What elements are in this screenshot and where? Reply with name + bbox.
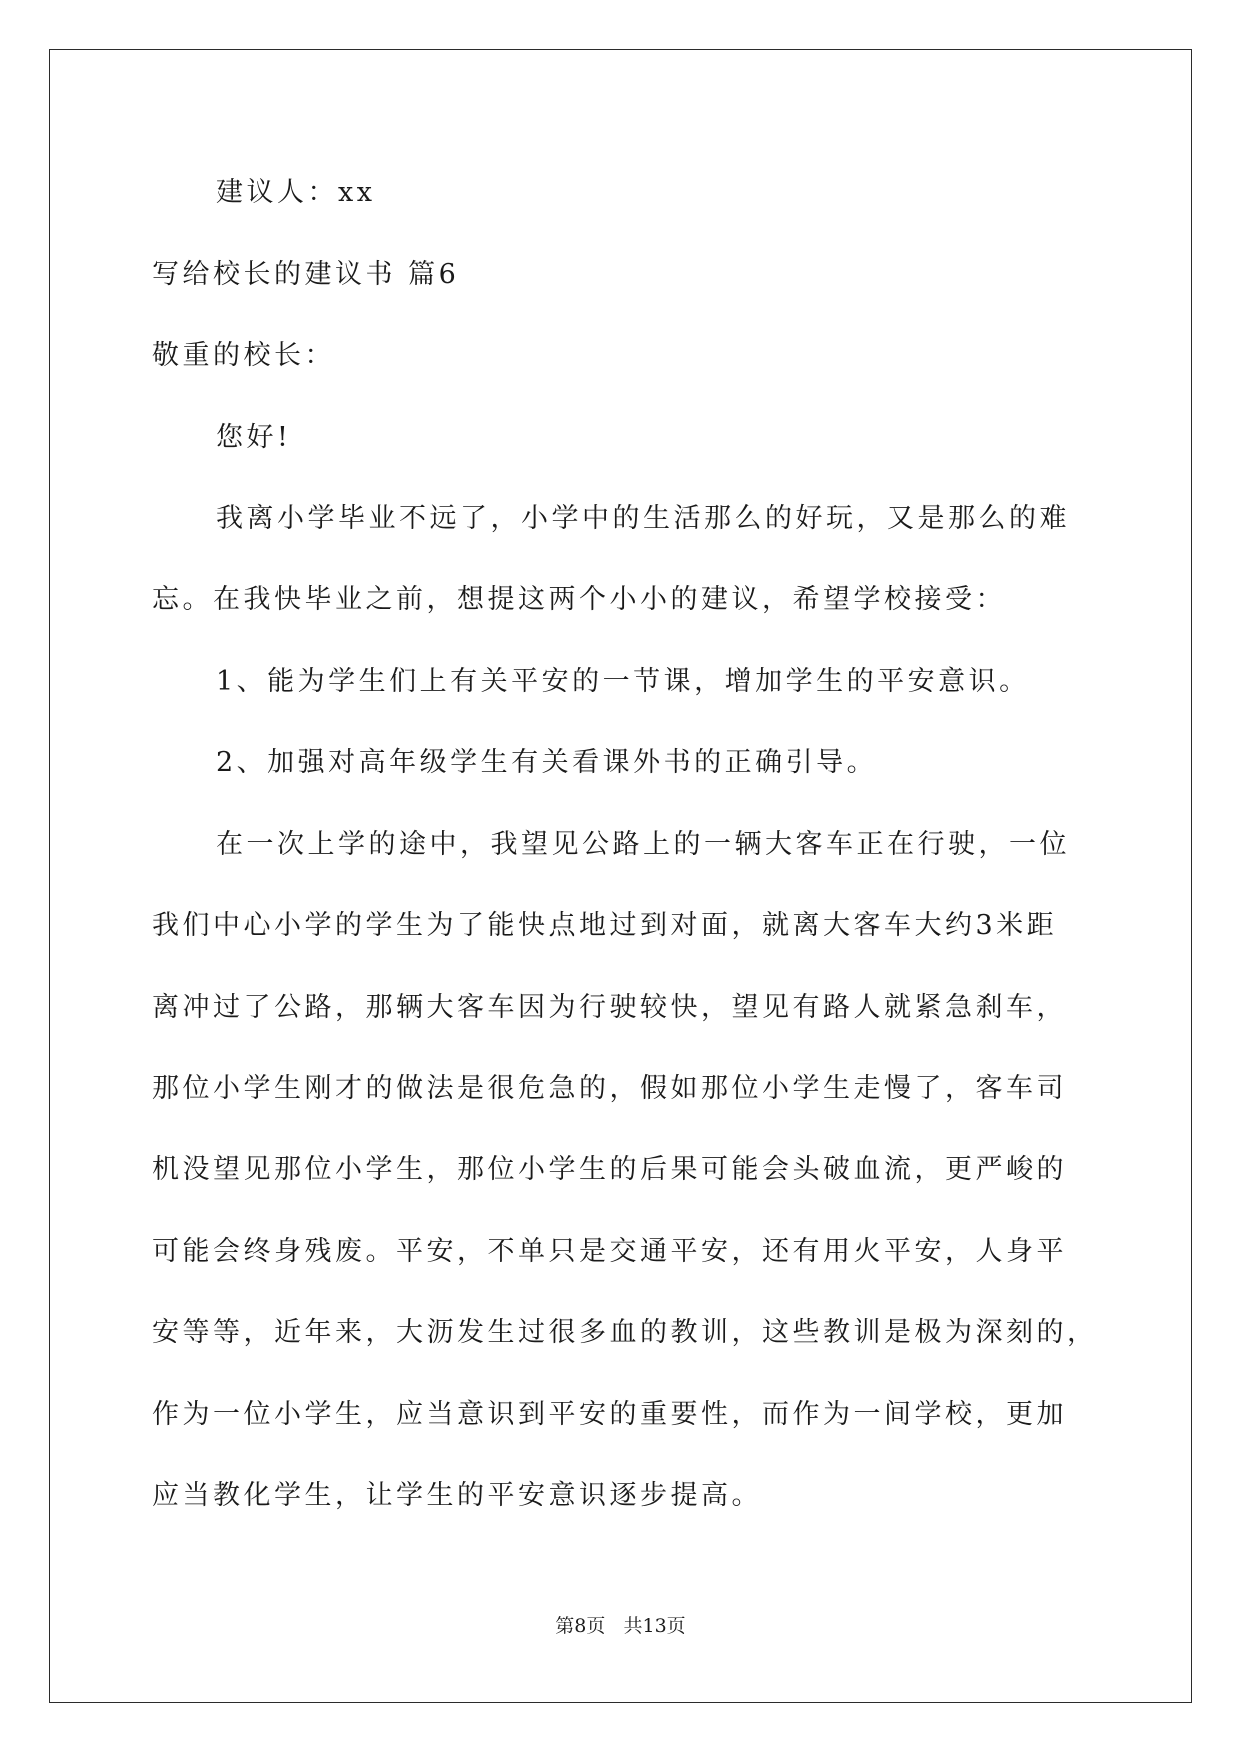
- section-title: 写给校长的建议书 篇6: [152, 259, 460, 290]
- paragraph-2-line-1: 在一次上学的途中，我望见公路上的一辆大客车正在行驶，一位: [216, 829, 1070, 860]
- salutation: 敬重的校长：: [152, 340, 335, 371]
- paragraph-1-line-2: 忘。在我快毕业之前，想提这两个小小的建议，希望学校接受：: [152, 584, 1006, 615]
- paragraph-1-line-1: 我离小学毕业不远了，小学中的生活那么的好玩，又是那么的难: [216, 503, 1070, 534]
- paragraph-2-line-6: 可能会终身残废。平安，不单只是交通平安，还有用火平安，人身平: [152, 1236, 1067, 1267]
- paragraph-2-line-8: 作为一位小学生，应当意识到平安的重要性，而作为一间学校，更加: [152, 1399, 1067, 1430]
- page-indicator: 第8页 共13页: [555, 1615, 686, 1637]
- suggestion-2: 2、加强对高年级学生有关看课外书的正确引导。: [216, 747, 878, 778]
- signature-line: 建议人：xx: [216, 177, 376, 208]
- paragraph-2-line-2: 我们中心小学的学生为了能快点地过到对面，就离大客车大约3米距: [152, 910, 1058, 941]
- suggestion-1: 1、能为学生们上有关平安的一节课，增加学生的平安意识。: [216, 666, 1030, 697]
- paragraph-2-line-3: 离冲过了公路，那辆大客车因为行驶较快，望见有路人就紧急刹车，: [152, 992, 1067, 1023]
- paragraph-2-line-7: 安等等，近年来，大沥发生过很多血的教训，这些教训是极为深刻的，: [152, 1317, 1098, 1348]
- paragraph-2-line-9: 应当教化学生，让学生的平安意识逐步提高。: [152, 1480, 762, 1511]
- greeting: 您好!: [216, 422, 292, 453]
- paragraph-2-line-4: 那位小学生刚才的做法是很危急的，假如那位小学生走慢了，客车司: [152, 1073, 1067, 1104]
- page-border: [49, 49, 1192, 1703]
- paragraph-2-line-5: 机没望见那位小学生，那位小学生的后果可能会头破血流，更严峻的: [152, 1154, 1067, 1185]
